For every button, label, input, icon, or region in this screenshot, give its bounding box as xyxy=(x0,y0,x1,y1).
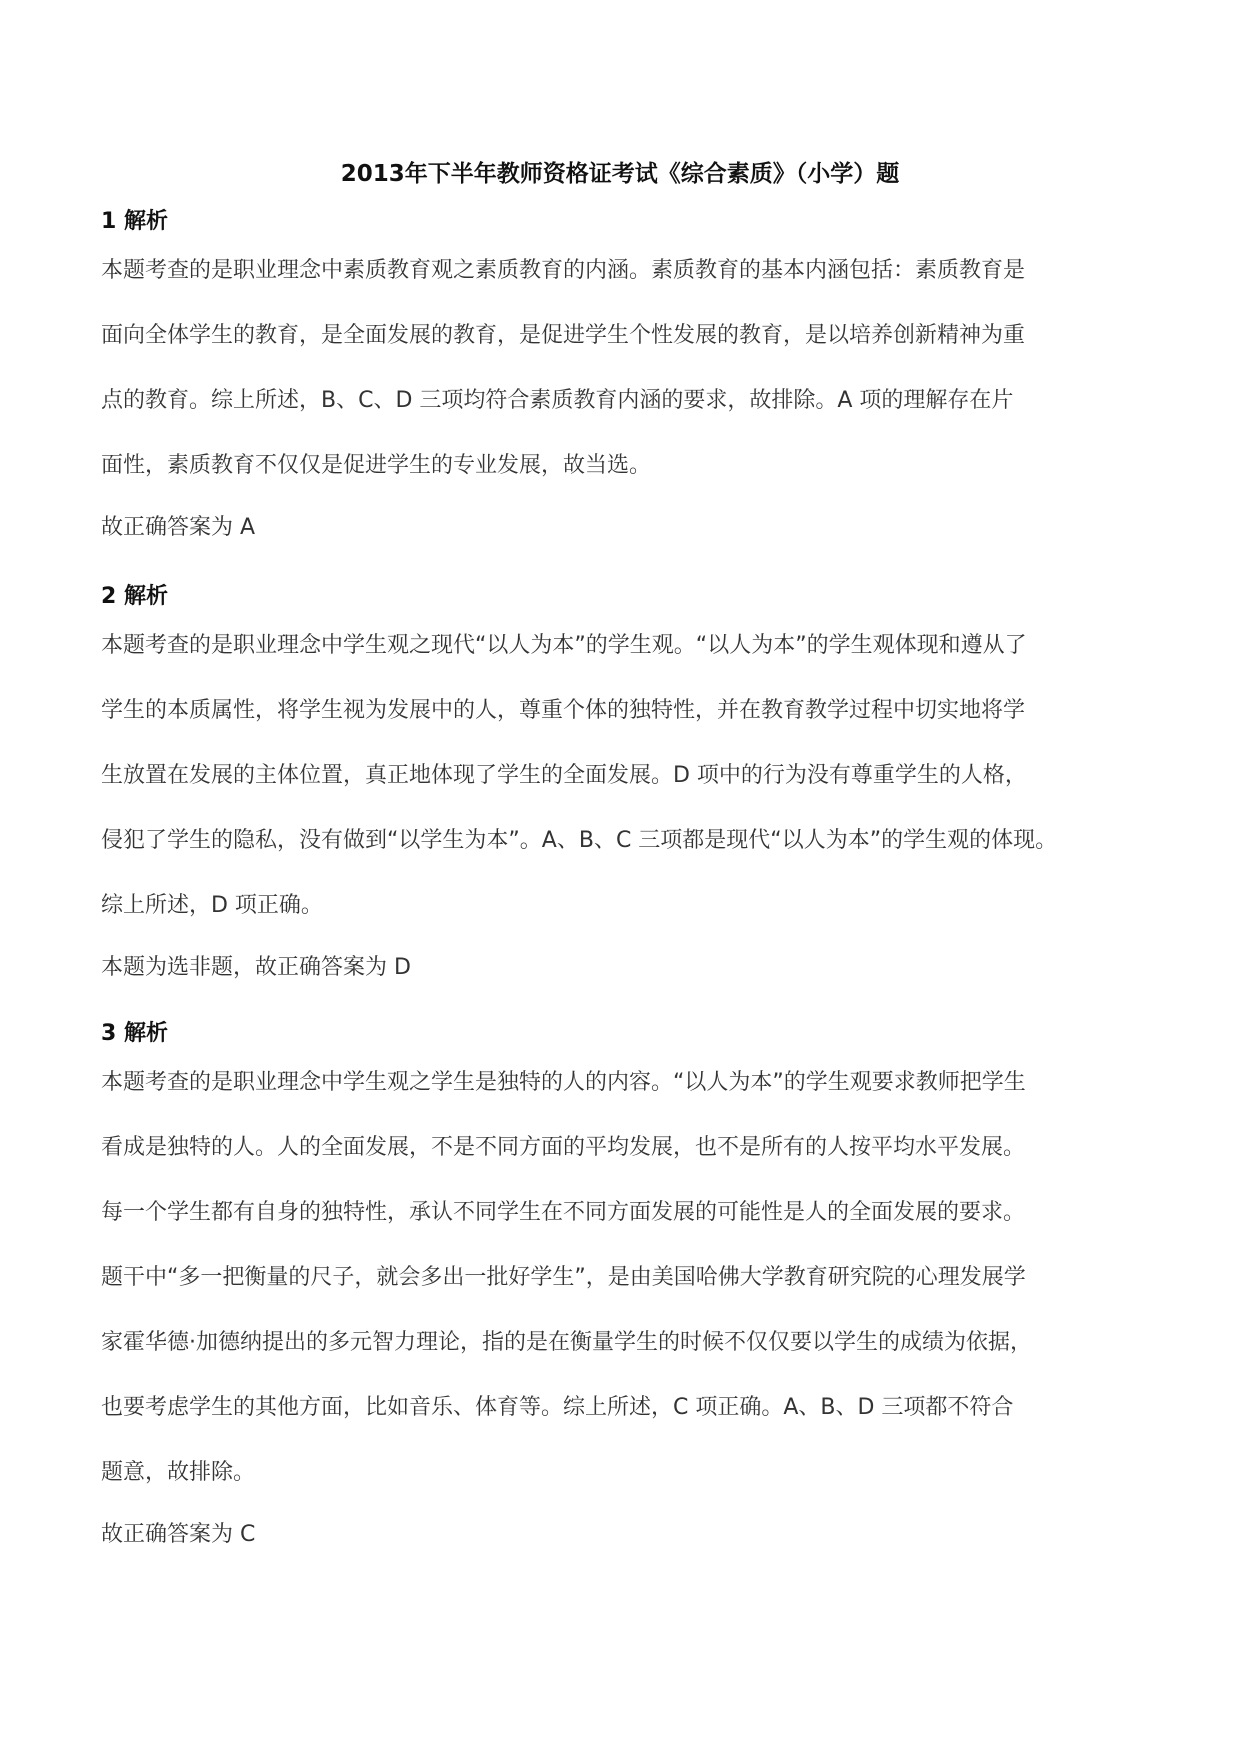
paragraph-line: 也要考虑学生的其他方面，比如音乐、体育等。综上所述，C 项正确。A、B、D 三项都不符合 xyxy=(101,1395,1014,1420)
answer-line: 故正确答案为 C xyxy=(101,1522,256,1547)
paragraph-line: 侵犯了学生的隐私，没有做到“以学生为本”。A、B、C 三项都是现代“以人为本”的学生观的体现。 xyxy=(101,828,1058,853)
answer-line: 故正确答案为 A xyxy=(101,515,256,540)
section-3 xyxy=(101,1018,1151,1551)
paragraph-line: 本题考查的是职业理念中学生观之学生是独特的人的内容。“以人为本”的学生观要求教师把学生 xyxy=(101,1070,1026,1095)
paragraph-line: 每一个学生都有自身的独特性，承认不同学生在不同方面发展的可能性是人的全面发展的要求。 xyxy=(101,1200,1026,1225)
paragraph-line: 综上所述，D 项正确。 xyxy=(101,893,323,918)
section-1 xyxy=(101,206,1151,544)
section-heading: 2 解析 xyxy=(101,584,168,609)
paragraph-line: 点的教育。综上所述，B、C、D 三项均符合素质教育内涵的要求，故排除。A 项的理解存在片 xyxy=(101,388,1014,413)
paragraph-line: 看成是独特的人。人的全面发展，不是不同方面的平均发展，也不是所有的人按平均水平发展。 xyxy=(101,1135,1026,1160)
section-heading: 1 解析 xyxy=(101,209,168,234)
document-title: 2013年下半年教师资格证考试《综合素质》（小学）题 xyxy=(340,161,900,187)
section-paragraph xyxy=(101,630,1151,922)
paragraph-line: 生放置在发展的主体位置，真正地体现了学生的全面发展。D 项中的行为没有尊重学生的人格， xyxy=(101,763,1027,788)
section-paragraph xyxy=(101,255,1151,482)
paragraph-line: 学生的本质属性，将学生视为发展中的人，尊重个体的独特性，并在教育教学过程中切实地将学 xyxy=(101,698,1026,723)
paragraph-line: 题干中“多一把衡量的尺子，就会多出一批好学生”，是由美国哈佛大学教育研究院的心理发展学 xyxy=(101,1265,1026,1290)
section-2 xyxy=(101,581,1151,984)
paragraph-line: 本题考查的是职业理念中学生观之现代“以人为本”的学生观。“以人为本”的学生观体现和遵从了 xyxy=(101,633,1027,658)
section-heading: 3 解析 xyxy=(101,1021,168,1046)
paragraph-line: 题意，故排除。 xyxy=(101,1460,256,1485)
paragraph-line: 本题考查的是职业理念中素质教育观之素质教育的内涵。素质教育的基本内涵包括：素质教育是 xyxy=(101,258,1026,283)
paragraph-line: 面向全体学生的教育，是全面发展的教育，是促进学生个性发展的教育，是以培养创新精神为重 xyxy=(101,323,1026,348)
paragraph-line: 家霍华德·加德纳提出的多元智力理论，指的是在衡量学生的时候不仅仅要以学生的成绩为依据， xyxy=(101,1330,1032,1355)
answer-line: 本题为选非题，故正确答案为 D xyxy=(101,955,411,980)
paragraph-line: 面性，素质教育不仅仅是促进学生的专业发展，故当选。 xyxy=(101,453,652,478)
section-paragraph xyxy=(101,1067,1151,1489)
